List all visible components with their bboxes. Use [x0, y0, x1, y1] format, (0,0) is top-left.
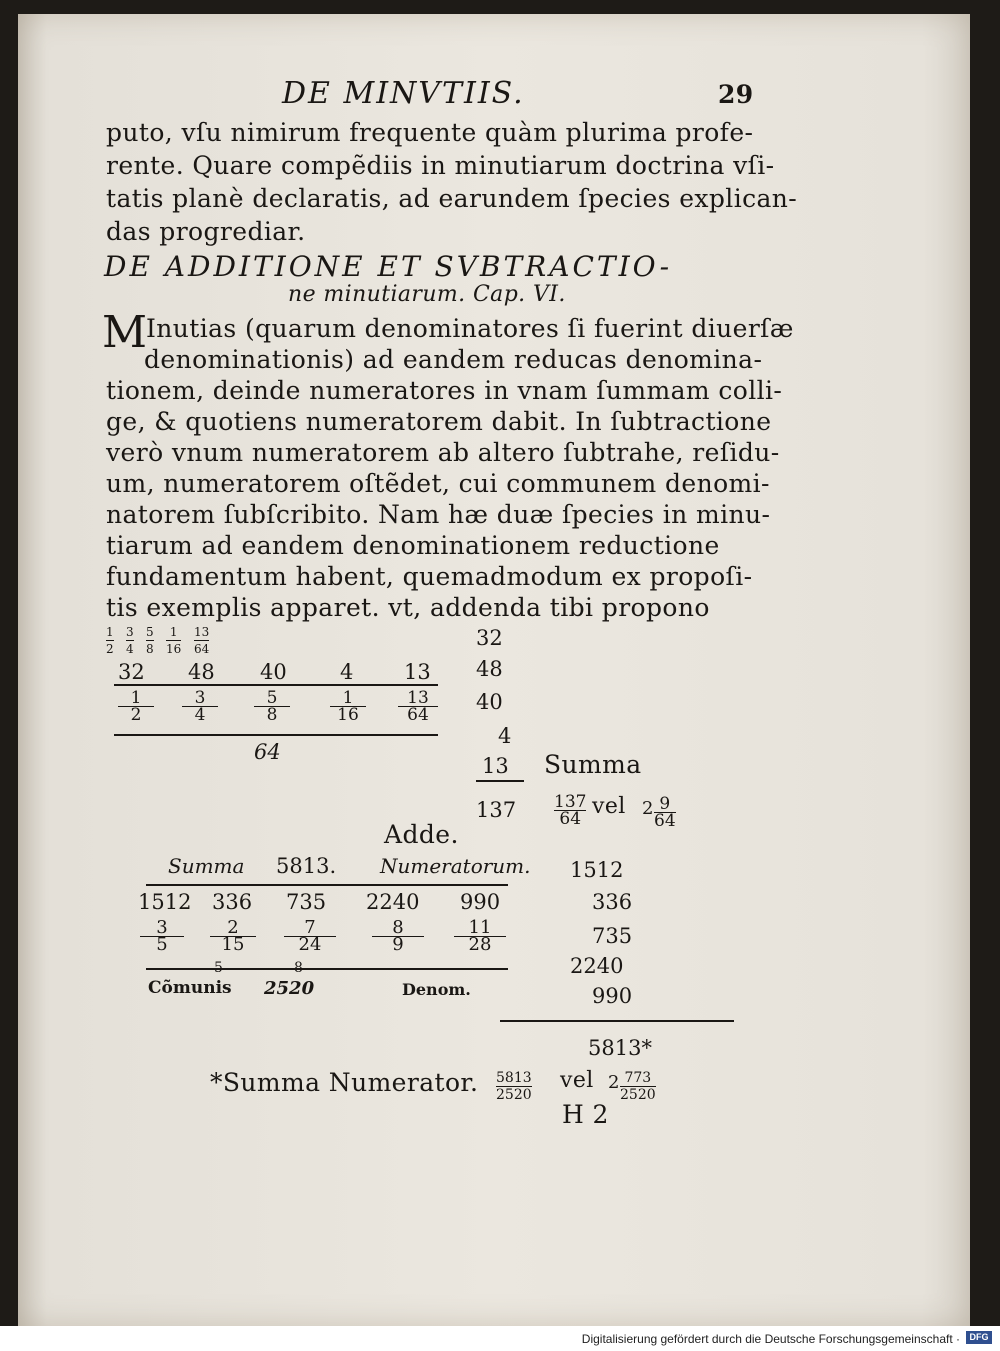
given-fraction: $\frac{1}{16}$: [166, 625, 182, 656]
given-fraction: $\frac{3}{4}$: [126, 625, 134, 656]
sub-mark: 5: [214, 960, 223, 976]
example2-fraction: $\frac{2}{15}$: [210, 920, 256, 953]
rule: [114, 684, 438, 686]
example2-numerator: 735: [286, 890, 327, 914]
example1-total: 137: [476, 798, 517, 822]
example2-column-value: 1512: [570, 858, 624, 882]
footer-credit: Digitalisierung gefördert durch die Deutsche Forschungsgemeinschaft ·: [581, 1332, 960, 1346]
example1-common-denominator: 64: [254, 740, 281, 764]
example1-whole: 2: [642, 798, 654, 819]
example2-fraction: $\frac{7}{24}$: [284, 920, 336, 953]
summa-value: 5813.: [276, 854, 337, 878]
vel-word: vel: [592, 794, 626, 819]
sub-mark: 8: [294, 960, 303, 976]
given-fraction: $\frac{1}{2}$: [106, 625, 114, 656]
text-line: fundamentum habent, quemadmodum ex propoſi-: [106, 562, 753, 591]
text-line: ge, & quotiens numeratorem dabit. In ſubtractione: [106, 407, 772, 436]
example1-numerator: 48: [188, 660, 215, 684]
text-line: puto, vſu nimirum frequente quàm plurima profe-: [106, 118, 754, 147]
example2-column-value: 735: [592, 924, 633, 948]
example2-numerator: 2240: [366, 890, 420, 914]
rule: [146, 968, 508, 970]
example1-fraction: $\frac{1}{16}$: [330, 690, 366, 723]
example2-fraction: $\frac{3}{5}$: [140, 920, 184, 953]
example1-remainder-fraction: $\frac{9}{64}$: [654, 794, 676, 831]
text-line: um, numeratorem oſtẽdet, cui communem denomi-: [106, 469, 770, 498]
text-line: natorem ſubſcribito. Nam hæ duæ ſpecies in minu-: [106, 500, 771, 529]
example1-fraction: $\frac{13}{64}$: [398, 690, 438, 723]
numeratorum-label: Numeratorum.: [380, 854, 531, 878]
final-label: *Summa Numerator.: [210, 1068, 479, 1097]
rule: [114, 734, 438, 736]
text-line: rente. Quare compẽdiis in minutiarum doctrina vſi-: [106, 151, 775, 180]
running-head: DE MINVTIIS.: [282, 76, 525, 111]
rule: [146, 884, 508, 886]
example2-common-denominator: 2520: [264, 978, 315, 999]
footer-bar: [0, 1326, 1000, 1351]
given-fraction: $\frac{5}{8}$: [146, 625, 154, 656]
example1-column-value: 4: [498, 724, 512, 748]
dfg-logo: DFG: [966, 1331, 992, 1344]
text-line: tatis planè declaratis, ad earundem ſpecies explican-: [106, 184, 798, 213]
example2-numerator: 990: [460, 890, 501, 914]
example2-column-value: 336: [592, 890, 633, 914]
example2-numerator: 336: [212, 890, 253, 914]
example1-fraction: $\frac{5}{8}$: [254, 690, 290, 723]
signature-mark: H 2: [562, 1100, 609, 1129]
example1-fraction: $\frac{3}{4}$: [182, 690, 218, 723]
final-fraction: $\frac{5813}{2520}$: [496, 1070, 532, 1103]
example1-numerator: 40: [260, 660, 287, 684]
given-fraction: $\frac{13}{64}$: [194, 625, 210, 656]
example2-column-value: 990: [592, 984, 633, 1008]
example1-column-value: 48: [476, 657, 503, 681]
drop-cap: M: [102, 307, 148, 358]
adde-label: Adde.: [384, 820, 459, 849]
vel-word: vel: [560, 1068, 594, 1093]
example1-numerator: 13: [404, 660, 431, 684]
summa-label: Summa: [544, 750, 642, 779]
text-line: denominationis) ad eandem reducas denomina-: [144, 345, 763, 374]
example2-total: 5813*: [588, 1036, 652, 1060]
example1-fraction: $\frac{1}{2}$: [118, 690, 154, 723]
communis-label: Cõmunis: [148, 978, 232, 998]
example1-column-value: 32: [476, 626, 503, 650]
text-line: das progrediar.: [106, 217, 306, 246]
denom-label: Denom.: [402, 980, 471, 999]
page-number: 29: [718, 80, 754, 109]
chapter-title: DE ADDITIONE ET SVBTRACTIO-: [104, 250, 673, 283]
example1-column-value: 13: [482, 754, 509, 778]
final-remainder-fraction: $\frac{773}{2520}$: [620, 1070, 656, 1103]
rule: [476, 780, 524, 782]
text-line: tis exemplis apparet. vt, addenda tibi propono: [106, 593, 710, 622]
example2-column-value: 2240: [570, 954, 624, 978]
example1-result-fraction: $\frac{137}{64}$: [554, 792, 587, 829]
book-page: [18, 14, 970, 1326]
text-line: Inutias (quarum denominatores ſi fuerint diuerſæ: [146, 314, 794, 343]
chapter-subtitle: ne minutiarum. Cap. VI.: [288, 282, 566, 307]
example1-column-value: 40: [476, 690, 503, 714]
example1-numerator: 4: [340, 660, 354, 684]
text-line: tionem, deinde numeratores in vnam ſummam colli-: [106, 376, 783, 405]
final-whole: 2: [608, 1072, 620, 1093]
example2-numerator: 1512: [138, 890, 192, 914]
text-line: tiarum ad eandem denominationem reductione: [106, 531, 720, 560]
summa-label: Summa: [168, 854, 245, 878]
text-line: verò vnum numeratorem ab altero ſubtrahe, reſidu-: [106, 438, 780, 467]
example2-fraction: $\frac{8}{9}$: [372, 920, 424, 953]
example2-fraction: $\frac{11}{28}$: [454, 920, 506, 953]
rule: [500, 1020, 734, 1022]
example1-numerator: 32: [118, 660, 145, 684]
